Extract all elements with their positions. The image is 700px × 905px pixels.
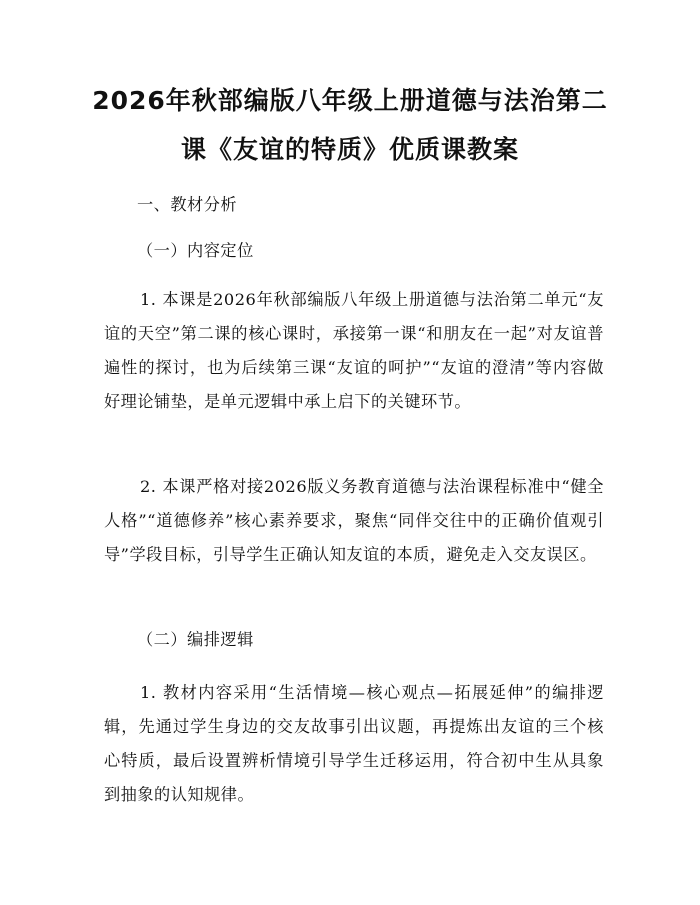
paragraph-arrangement-logic-1: 1. 教材内容采用“生活情境—核心观点—拓展延伸”的编排逻辑，先通过学生身边的交友故事引出议题，再提炼出友谊的三个核心特质，最后设置辨析情境引导学生迁移运用，符合初中生从具象到抽象的认知规律。 [104, 683, 604, 804]
subsection-heading-content-positioning: （一）内容定位 [137, 241, 254, 260]
document-title-line-2: 课《友谊的特质》优质课教案 [180, 135, 519, 164]
subsection-heading-arrangement-logic: （二）编排逻辑 [137, 630, 254, 649]
paragraph-content-positioning-1: 1. 本课是2026年秋部编版八年级上册道德与法治第二单元“友谊的天空”第二课的核心课时，承接第一课“和朋友在一起”对友谊普遍性的探讨，也为后续第三课“友谊的呵护”“友谊的澄清”等内容做好理论铺垫，是单元逻辑中承上启下的关键环节。 [104, 290, 604, 411]
paragraph-content-positioning-2: 2. 本课严格对接2026版义务教育道德与法治课程标准中“健全人格”“道德修养”核心素养要求，聚焦“同伴交往中的正确价值观引导”学段目标，引导学生正确认知友谊的本质，避免走入交友误区。 [104, 477, 604, 564]
document-title-line-1: 2026年秋部编版八年级上册道德与法治第二 [92, 86, 608, 115]
section-heading-teaching-material-analysis: 一、教材分析 [137, 195, 238, 214]
